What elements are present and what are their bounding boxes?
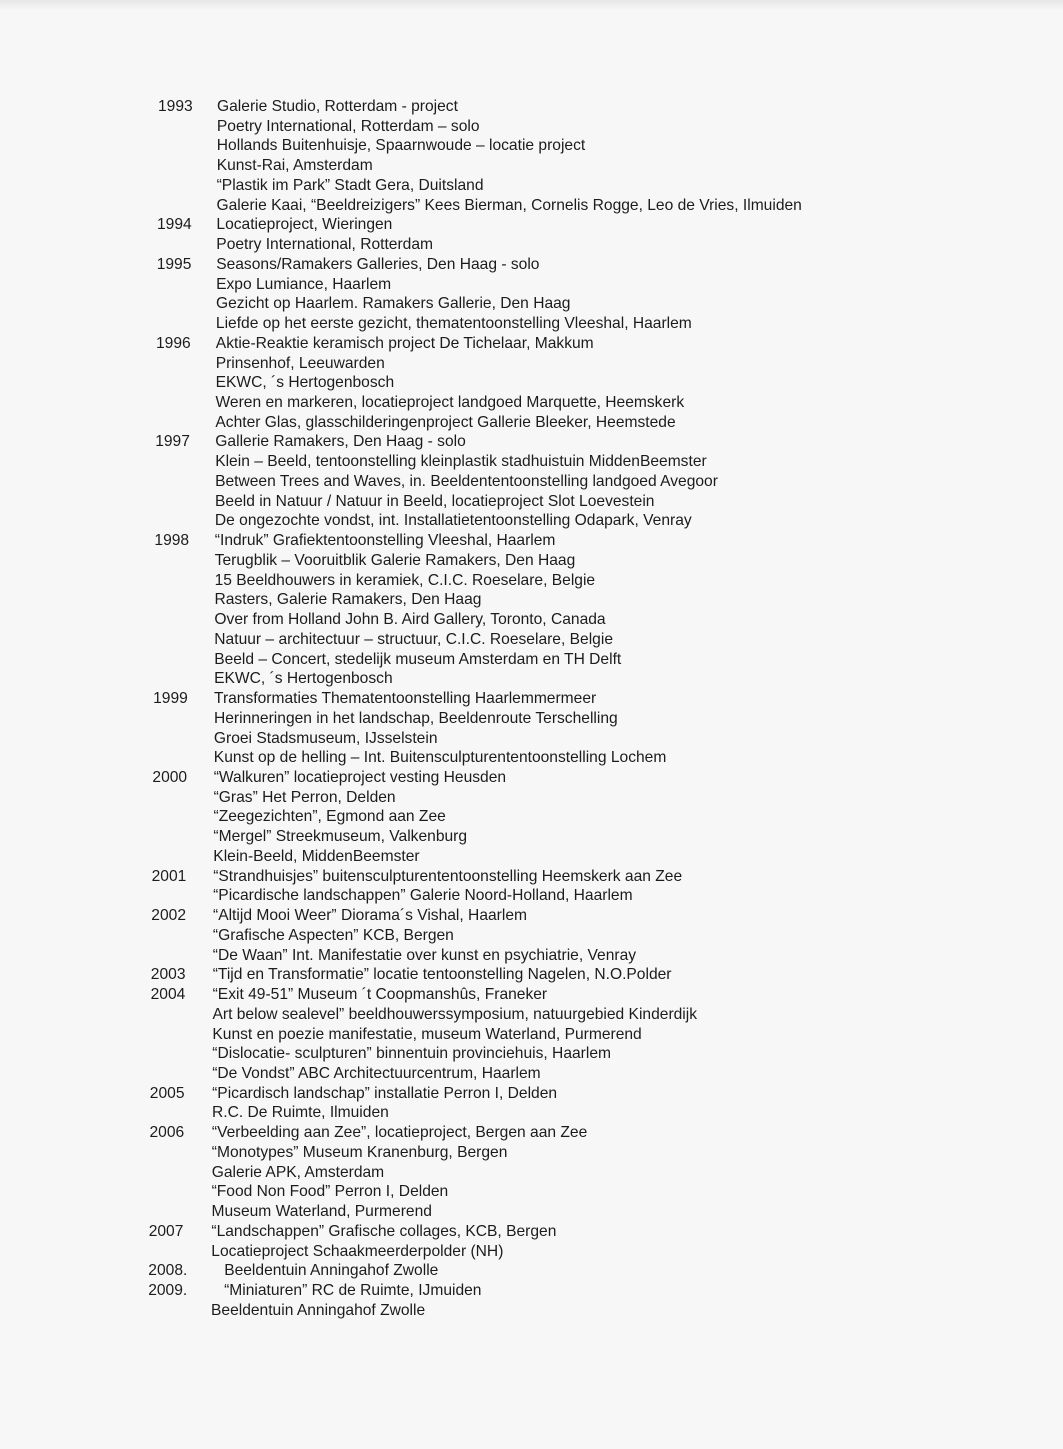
exhibition-entry [0,413,1063,433]
entry-text: “Exit 49-51” Museum ´t Coopmanshûs, Franeker [212,986,548,1004]
exhibition-list [0,97,1063,1321]
entry-text: Groei Stadsmuseum, IJsselstein [213,729,438,747]
entry-text: Over from Holland John B. Aird Gallery, Toronto, Canada [214,611,606,629]
entry-text: Gezicht op Haarlem. Ramakers Gallerie, Den Haag [216,295,571,313]
exhibition-entry [0,1281,1063,1301]
exhibition-entry [0,965,1063,985]
entry-year: 1997 [155,433,190,451]
entry-text: Rasters, Galerie Ramakers, Den Haag [214,591,482,609]
exhibition-entry [0,630,1063,650]
exhibition-entry [0,275,1063,295]
entry-year: 1995 [156,255,192,273]
entry-text: Kunst en poezie manifestatie, museum Waterland, Purmerend [212,1025,642,1043]
exhibition-entry [0,729,1063,749]
exhibition-entry [0,650,1063,670]
exhibition-entry [0,294,1063,314]
entry-text: “Monotypes” Museum Kranenburg, Bergen [211,1143,508,1161]
entry-text: R.C. De Ruimte, Ilmuiden [212,1104,389,1122]
exhibition-entry [0,807,1063,827]
exhibition-entry [0,551,1063,571]
entry-text: “Grafische Aspecten” KCB, Bergen [212,926,454,944]
exhibition-entry [0,314,1063,334]
exhibition-entry [0,196,1063,216]
entry-text: “Food Non Food” Perron I, Delden [211,1183,449,1201]
entry-text: Beeldentuin Anningahof Zwolle [224,1262,439,1280]
exhibition-entry [0,452,1063,472]
exhibition-entry [0,847,1063,867]
exhibition-entry [0,1123,1063,1143]
entry-year: 2009. [148,1282,188,1300]
entry-text: Seasons/Ramakers Galleries, Den Haag - solo [216,255,540,273]
exhibition-entry [0,1064,1063,1084]
entry-text: EKWC, ´s Hertogenbosch [215,374,395,392]
entry-text: Transformaties Thematentoonstelling Haarlemmermeer [214,690,597,708]
exhibition-entry [0,531,1063,551]
exhibition-entry [0,689,1063,709]
entry-text: Between Trees and Waves, in. Beeldententoonstelling landgoed Avegoor [215,472,718,490]
exhibition-entry [0,255,1063,275]
entry-text: Beeld – Concert, stedelijk museum Amsterdam en TH Delft [214,650,622,668]
entry-text: Liefde op het eerste gezicht, thematentoonstelling Vleeshal, Haarlem [215,315,692,333]
entry-text: Beeld in Natuur / Natuur in Beeld, locatieproject Slot Loevestein [215,492,655,510]
entry-text: De ongezochte vondst, int. Installatietentoonstelling Odapark, Venray [214,512,692,530]
exhibition-entry [0,373,1063,393]
entry-year: 2003 [150,966,186,984]
exhibition-entry [0,1163,1063,1183]
exhibition-entry [0,748,1063,768]
entry-year: 1993 [158,98,193,115]
entry-text: “Mergel” Streekmuseum, Valkenburg [213,828,468,846]
entry-year: 2006 [149,1124,185,1142]
entry-text: Poetry International, Rotterdam [216,236,433,254]
entry-text: “Dislocatie- sculpturen” binnentuin provinciehuis, Haarlem [212,1045,611,1063]
entry-text: “Indruk” Grafiektentoonstelling Vleeshal, Haarlem [214,532,556,550]
exhibition-entry [0,1301,1063,1321]
exhibition-entry [0,788,1063,808]
entry-text: Terugblik – Vooruitblik Galerie Ramakers, Den Haag [214,551,576,569]
exhibition-entry [0,117,1063,137]
exhibition-entry [0,1242,1063,1262]
entry-year: 2004 [150,986,186,1004]
entry-text: Natuur – architectuur – structuur, C.I.C. Roeselare, Belgie [214,630,613,648]
exhibition-entry [0,1103,1063,1123]
entry-year: 1999 [153,690,188,708]
entry-text: Aktie-Reaktie keramisch project De Tichelaar, Makkum [215,334,594,352]
exhibition-entry [0,354,1063,374]
entry-year: 2005 [149,1084,185,1102]
entry-text: Hollands Buitenhuisje, Spaarnwoude – locatie project [216,137,586,155]
exhibition-entry [0,926,1063,946]
exhibition-entry [0,768,1063,788]
entry-text: Galerie Studio, Rotterdam - project [217,98,458,115]
entry-text: Galerie APK, Amsterdam [211,1163,385,1181]
exhibition-entry [0,1182,1063,1202]
entry-text: Beeldentuin Anningahof Zwolle [211,1301,426,1319]
entry-year: 1994 [157,216,192,234]
entry-text: Locatieproject Schaakmeerderpolder (NH) [211,1242,504,1260]
entry-text: Museum Waterland, Purmerend [211,1203,432,1221]
exhibition-entry [0,235,1063,255]
exhibition-entry [0,886,1063,906]
exhibition-entry [0,590,1063,610]
exhibition-entry [0,1025,1063,1045]
entry-text: Weren en markeren, locatieproject landgoed Marquette, Heemskerk [215,394,685,412]
exhibition-entry [0,946,1063,966]
exhibition-entry [0,1143,1063,1163]
exhibition-entry [0,334,1063,354]
exhibition-entry [0,472,1063,492]
exhibition-entry [0,1044,1063,1064]
entry-text: “Altijd Mooi Weer” Diorama´s Vishal, Haarlem [213,907,527,925]
entry-text: 15 Beeldhouwers in keramiek, C.I.C. Roeselare, Belgie [214,571,596,589]
exhibition-entry [0,136,1063,156]
entry-text: Achter Glas, glasschilderingenproject Gallerie Bleeker, Heemstede [215,413,676,431]
entry-text: “Miniaturen” RC de Ruimte, IJmuiden [224,1282,482,1300]
entry-text: Klein-Beeld, MiddenBeemster [213,847,420,865]
page-top-edge [0,0,1063,10]
exhibition-entry [0,571,1063,591]
exhibition-entry [0,1084,1063,1104]
entry-year: 2008. [148,1262,188,1280]
entry-text: “Tijd en Transformatie” locatie tentoonstelling Nagelen, N.O.Polder [212,966,672,984]
entry-text: “Plastik im Park” Stadt Gera, Duitsland [216,176,484,194]
exhibition-entry [0,156,1063,176]
entry-text: “Walkuren” locatieproject vesting Heusden [213,768,507,786]
entry-text: Expo Lumiance, Haarlem [216,275,392,293]
entry-year: 2002 [151,907,186,925]
entry-text: Gallerie Ramakers, Den Haag - solo [215,433,466,451]
exhibition-entry [0,867,1063,887]
exhibition-entry [0,1202,1063,1222]
exhibition-entry [0,985,1063,1005]
exhibition-entry [0,511,1063,531]
entry-text: Prinsenhof, Leeuwarden [215,354,385,372]
exhibition-entry [0,906,1063,926]
entry-year: 1996 [156,334,191,352]
exhibition-entry [0,1261,1063,1281]
entry-text: “Strandhuisjes” buitensculpturententoonstelling Heemskerk aan Zee [213,867,683,885]
entry-text: “Gras” Het Perron, Delden [213,788,396,806]
entry-text: Herinneringen in het landschap, Beeldenroute Terschelling [214,709,618,727]
entry-year: 2000 [152,768,188,786]
entry-text: Galerie Kaai, “Beeldreizigers” Kees Bierman, Cornelis Rogge, Leo de Vries, Ilmuiden [216,196,802,214]
exhibition-entry [0,492,1063,512]
exhibition-entry [0,669,1063,689]
exhibition-entry [0,215,1063,235]
exhibition-entry [0,1005,1063,1025]
entry-text: “Picardische landschappen” Galerie Noord-Holland, Haarlem [213,887,633,905]
entry-year: 2001 [151,867,187,885]
exhibition-entry [0,393,1063,413]
exhibition-entry [0,176,1063,196]
entry-text: EKWC, ´s Hertogenbosch [214,670,393,688]
entry-text: Locatieproject, Wieringen [216,216,393,234]
entry-text: Klein – Beeld, tentoonstelling kleinplastik stadhuistuin MiddenBeemster [215,453,707,471]
entry-text: “De Waan” Int. Manifestatie over kunst en psychiatrie, Venray [212,946,637,964]
entry-text: Art below sealevel” beeldhouwerssymposium, natuurgebied Kinderdijk [212,1005,698,1023]
entry-text: Kunst-Rai, Amsterdam [216,157,373,175]
entry-year: 1998 [154,532,190,550]
entry-text: “Verbeelding aan Zee”, locatieproject, Bergen aan Zee [211,1124,588,1142]
exhibition-entry [0,827,1063,847]
entry-text: Poetry International, Rotterdam – solo [216,117,480,135]
exhibition-entry [0,1222,1063,1242]
entry-text: Kunst op de helling – Int. Buitensculpturententoonstelling Lochem [213,749,667,767]
entry-text: “Picardisch landschap” installatie Perron I, Delden [212,1084,558,1102]
entry-text: “Landschappen” Grafische collages, KCB, Bergen [211,1222,557,1240]
exhibition-entry [0,97,1063,117]
entry-text: “De Vondst” ABC Architectuurcentrum, Haarlem [212,1064,541,1082]
entry-year: 2007 [148,1222,184,1240]
exhibition-entry [0,610,1063,630]
exhibition-entry [0,432,1063,452]
exhibition-entry [0,709,1063,729]
entry-text: “Zeegezichten”, Egmond aan Zee [213,808,446,826]
